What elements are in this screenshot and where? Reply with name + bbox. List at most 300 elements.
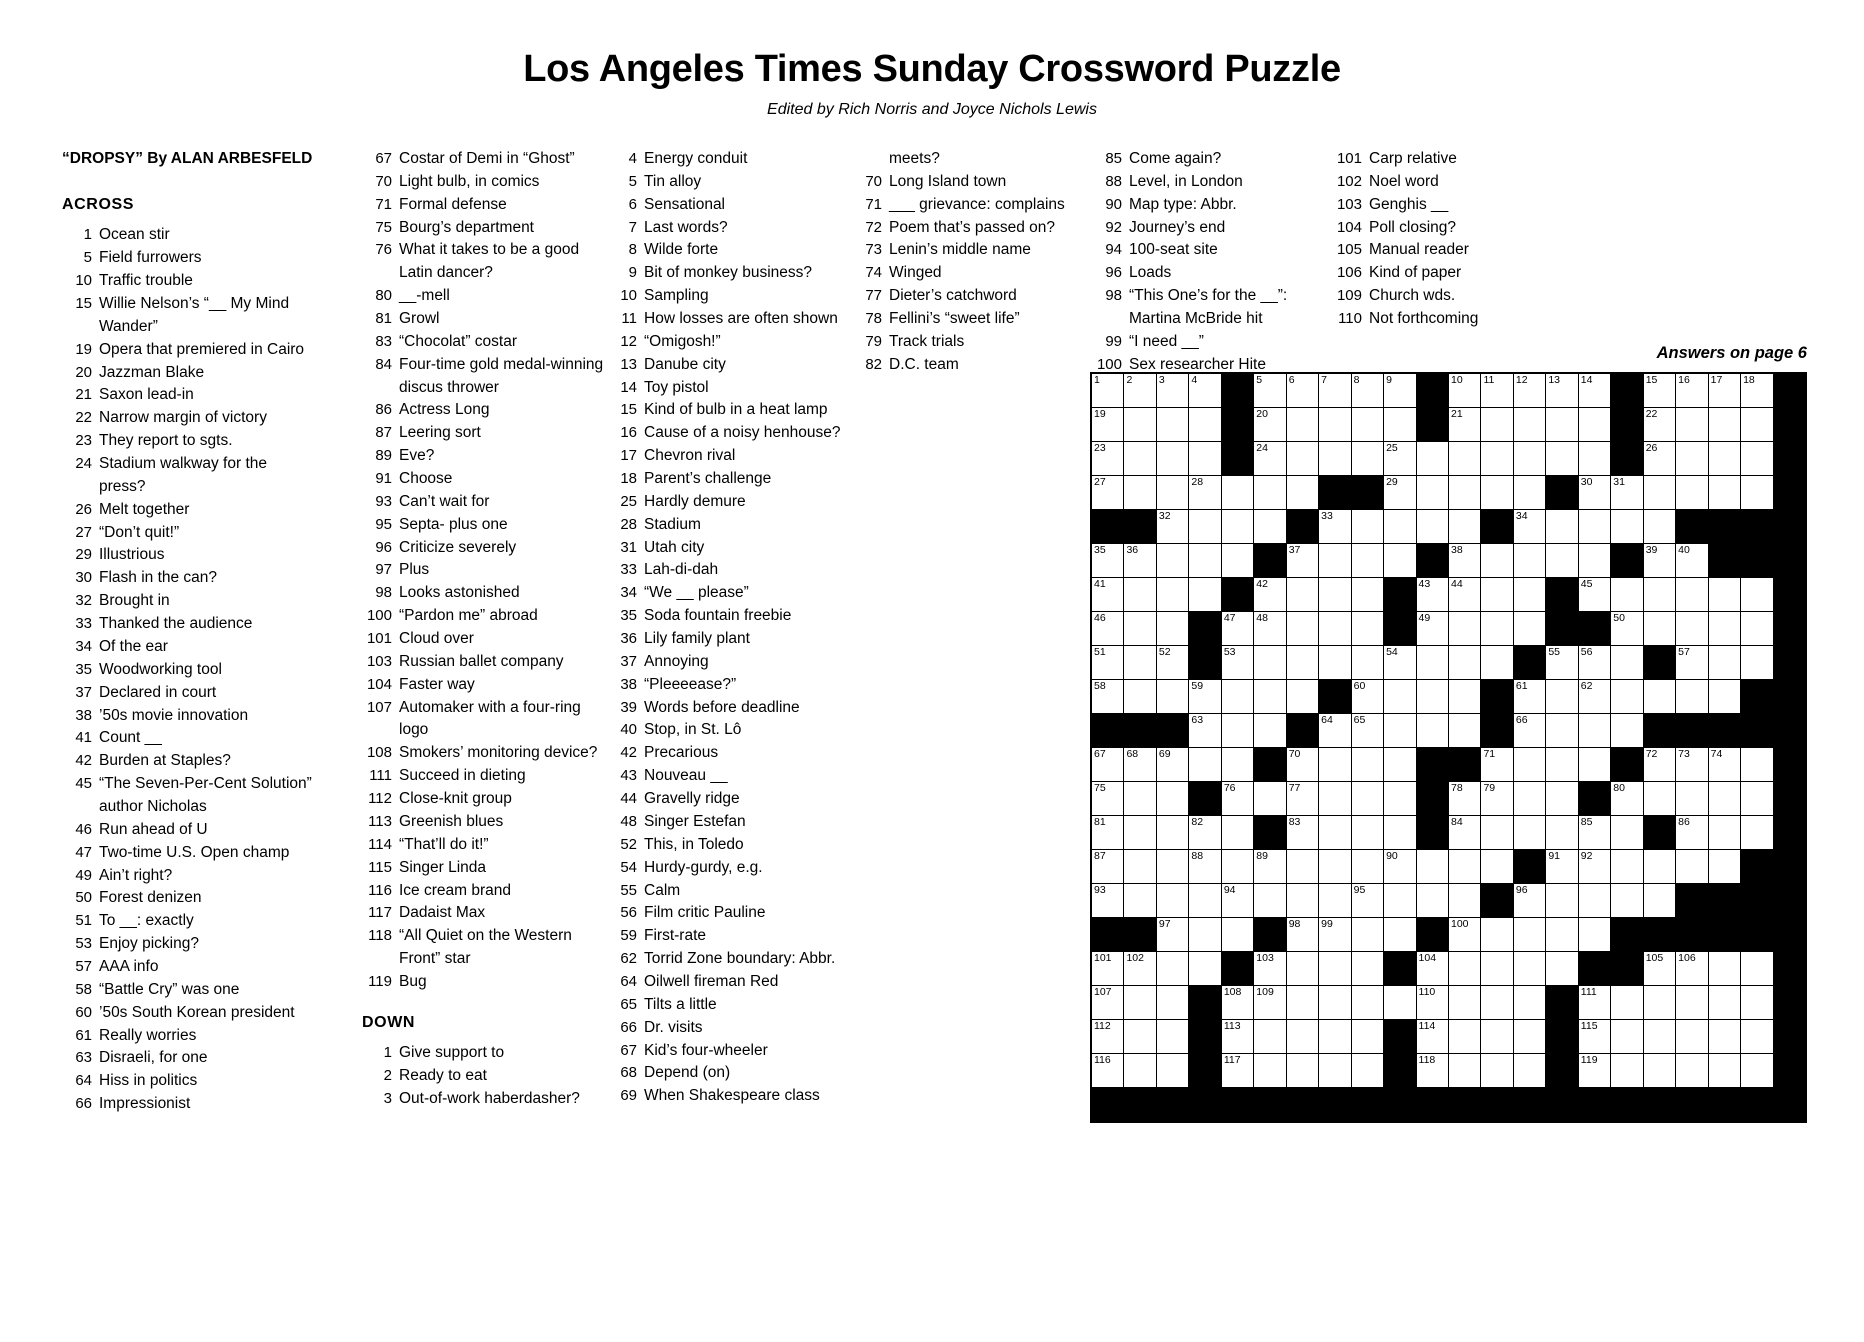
grid-cell[interactable] [1124, 578, 1156, 612]
clue-item[interactable] [362, 491, 612, 514]
grid-cell[interactable] [1741, 952, 1773, 986]
grid-cell[interactable] [1578, 816, 1610, 850]
clue-item[interactable] [362, 628, 612, 651]
grid-cell[interactable] [1416, 646, 1448, 680]
grid-cell[interactable] [1351, 510, 1383, 544]
grid-cell[interactable] [1416, 1054, 1448, 1088]
grid-cell[interactable] [1481, 918, 1513, 952]
grid-cell[interactable] [1124, 646, 1156, 680]
grid-cell[interactable] [1156, 544, 1188, 578]
grid-cell[interactable] [1319, 918, 1351, 952]
clue-item[interactable] [362, 171, 612, 194]
grid-cell[interactable] [1448, 816, 1480, 850]
grid-cell[interactable] [1384, 850, 1416, 884]
clue-item[interactable] [362, 880, 612, 903]
grid-cell[interactable] [1124, 952, 1156, 986]
clue-item[interactable] [362, 422, 612, 445]
grid-cell[interactable] [1384, 510, 1416, 544]
clue-item[interactable] [607, 148, 852, 171]
clue-item[interactable] [62, 705, 362, 728]
grid-cell[interactable] [1286, 578, 1318, 612]
grid-cell[interactable] [1643, 782, 1675, 816]
grid-cell[interactable] [1416, 884, 1448, 918]
grid-cell[interactable] [1351, 986, 1383, 1020]
grid-cell[interactable] [1124, 884, 1156, 918]
grid-cell[interactable] [1676, 408, 1708, 442]
clue-item[interactable] [62, 727, 362, 750]
grid-cell[interactable] [1578, 850, 1610, 884]
grid-cell[interactable] [1578, 918, 1610, 952]
grid-cell[interactable] [1448, 850, 1480, 884]
grid-cell[interactable] [1416, 612, 1448, 646]
grid-cell[interactable] [1611, 612, 1643, 646]
grid-cell[interactable] [1676, 442, 1708, 476]
grid-cell[interactable] [1124, 850, 1156, 884]
grid-cell[interactable] [1254, 646, 1286, 680]
clue-item[interactable] [362, 514, 612, 537]
grid-cell[interactable] [1189, 442, 1221, 476]
clue-item[interactable] [362, 1088, 612, 1111]
grid-cell[interactable] [1319, 816, 1351, 850]
grid-cell[interactable] [1156, 748, 1188, 782]
clue-item[interactable] [362, 902, 612, 925]
grid-cell[interactable] [1221, 918, 1253, 952]
grid-cell[interactable] [1708, 816, 1740, 850]
clue-item[interactable] [62, 773, 362, 796]
grid-cell[interactable] [1741, 373, 1773, 408]
clue-item[interactable] [62, 979, 362, 1002]
grid-cell[interactable] [1156, 578, 1188, 612]
clue-item[interactable] [362, 285, 612, 308]
grid-cell[interactable] [1546, 442, 1578, 476]
grid-cell[interactable] [1254, 884, 1286, 918]
grid-cell[interactable] [1124, 476, 1156, 510]
grid-cell[interactable] [1546, 544, 1578, 578]
grid-cell[interactable] [1708, 476, 1740, 510]
clue-item[interactable] [607, 971, 852, 994]
clue-item[interactable] [607, 628, 852, 651]
grid-cell[interactable] [1124, 748, 1156, 782]
clue-item[interactable] [362, 537, 612, 560]
grid-cell[interactable] [1481, 986, 1513, 1020]
clue-item[interactable] [1332, 194, 1562, 217]
grid-cell[interactable] [1611, 884, 1643, 918]
grid-cell[interactable] [1221, 1020, 1253, 1054]
clue-item[interactable] [852, 239, 1092, 262]
grid-cell[interactable] [1611, 1020, 1643, 1054]
clue-item[interactable] [607, 422, 852, 445]
clue-item[interactable] [362, 925, 612, 948]
grid-cell[interactable] [1611, 680, 1643, 714]
grid-cell[interactable] [1286, 816, 1318, 850]
grid-cell[interactable] [1578, 373, 1610, 408]
clue-item[interactable] [607, 925, 852, 948]
clue-item[interactable] [607, 262, 852, 285]
grid-cell[interactable] [1254, 1020, 1286, 1054]
grid-cell[interactable] [1676, 782, 1708, 816]
grid-cell[interactable] [1351, 782, 1383, 816]
clue-item[interactable] [62, 819, 362, 842]
grid-cell[interactable] [1676, 1020, 1708, 1054]
grid-cell[interactable] [1481, 816, 1513, 850]
grid-cell[interactable] [1384, 544, 1416, 578]
grid-cell[interactable] [1741, 578, 1773, 612]
grid-cell[interactable] [1189, 850, 1221, 884]
grid-cell[interactable] [1384, 373, 1416, 408]
clue-item[interactable] [362, 445, 612, 468]
clue-item[interactable] [607, 468, 852, 491]
grid-cell[interactable] [1189, 816, 1221, 850]
clue-item[interactable] [362, 788, 612, 811]
clue-item[interactable] [62, 659, 362, 682]
grid-cell[interactable] [1481, 612, 1513, 646]
grid-cell[interactable] [1319, 510, 1351, 544]
grid-cell[interactable] [1676, 952, 1708, 986]
clue-item[interactable] [62, 842, 362, 865]
clue-item[interactable] [607, 719, 852, 742]
grid-cell[interactable] [1481, 544, 1513, 578]
grid-cell[interactable] [1156, 884, 1188, 918]
grid-cell[interactable] [1741, 748, 1773, 782]
grid-cell[interactable] [1546, 646, 1578, 680]
grid-cell[interactable] [1156, 816, 1188, 850]
grid-cell[interactable] [1319, 952, 1351, 986]
clue-item[interactable] [62, 224, 362, 247]
grid-cell[interactable] [1351, 884, 1383, 918]
grid-cell[interactable] [1124, 408, 1156, 442]
grid-cell[interactable] [1319, 544, 1351, 578]
grid-cell[interactable] [1546, 748, 1578, 782]
grid-cell[interactable] [1578, 748, 1610, 782]
grid-cell[interactable] [1286, 408, 1318, 442]
grid-cell[interactable] [1351, 1054, 1383, 1088]
grid-cell[interactable] [1221, 1054, 1253, 1088]
grid-cell[interactable] [1578, 1054, 1610, 1088]
grid-cell[interactable] [1091, 578, 1124, 612]
grid-cell[interactable] [1481, 646, 1513, 680]
grid-cell[interactable] [1189, 918, 1221, 952]
grid-cell[interactable] [1319, 1020, 1351, 1054]
grid-cell[interactable] [1286, 884, 1318, 918]
grid-cell[interactable] [1546, 373, 1578, 408]
grid-cell[interactable] [1091, 1020, 1124, 1054]
grid-cell[interactable] [1091, 884, 1124, 918]
clue-item[interactable] [607, 742, 852, 765]
grid-cell[interactable] [1416, 714, 1448, 748]
grid-cell[interactable] [1546, 408, 1578, 442]
grid-cell[interactable] [1676, 612, 1708, 646]
grid-cell[interactable] [1708, 782, 1740, 816]
grid-cell[interactable] [1254, 476, 1286, 510]
clue-item[interactable] [1092, 239, 1332, 262]
clue-item[interactable] [607, 651, 852, 674]
grid-cell[interactable] [1319, 850, 1351, 884]
grid-cell[interactable] [1221, 714, 1253, 748]
grid-cell[interactable] [1578, 714, 1610, 748]
grid-cell[interactable] [1156, 510, 1188, 544]
grid-cell[interactable] [1384, 986, 1416, 1020]
grid-cell[interactable] [1676, 850, 1708, 884]
clue-item[interactable] [362, 697, 612, 720]
clue-item[interactable] [62, 384, 362, 407]
crossword-grid[interactable] [1090, 372, 1807, 1123]
grid-cell[interactable] [1319, 884, 1351, 918]
clue-item[interactable] [62, 956, 362, 979]
grid-cell[interactable] [1221, 816, 1253, 850]
grid-cell[interactable] [1124, 680, 1156, 714]
grid-cell[interactable] [1481, 442, 1513, 476]
grid-cell[interactable] [1741, 782, 1773, 816]
clue-item[interactable] [62, 453, 362, 476]
grid-cell[interactable] [1643, 952, 1675, 986]
grid-cell[interactable] [1156, 408, 1188, 442]
grid-cell[interactable] [1546, 510, 1578, 544]
clue-item[interactable] [62, 270, 362, 293]
clue-item[interactable] [362, 559, 612, 582]
grid-cell[interactable] [1156, 476, 1188, 510]
grid-cell[interactable] [1611, 578, 1643, 612]
grid-cell[interactable] [1384, 748, 1416, 782]
grid-cell[interactable] [1546, 952, 1578, 986]
grid-cell[interactable] [1611, 476, 1643, 510]
grid-cell[interactable] [1286, 952, 1318, 986]
grid-cell[interactable] [1513, 476, 1545, 510]
clue-item[interactable] [62, 1025, 362, 1048]
clue-item[interactable] [607, 308, 852, 331]
grid-cell[interactable] [1124, 816, 1156, 850]
grid-cell[interactable] [1384, 918, 1416, 952]
clue-item[interactable] [62, 636, 362, 659]
grid-cell[interactable] [1189, 408, 1221, 442]
clue-item[interactable] [607, 834, 852, 857]
grid-cell[interactable] [1286, 986, 1318, 1020]
grid-cell[interactable] [1351, 850, 1383, 884]
clue-item[interactable] [1092, 217, 1332, 240]
grid-cell[interactable] [1319, 646, 1351, 680]
clue-item[interactable] [62, 1093, 362, 1116]
grid-cell[interactable] [1676, 748, 1708, 782]
grid-cell[interactable] [1319, 714, 1351, 748]
grid-cell[interactable] [1384, 442, 1416, 476]
grid-cell[interactable] [1254, 442, 1286, 476]
clue-item[interactable] [852, 262, 1092, 285]
grid-cell[interactable] [1286, 680, 1318, 714]
clue-item[interactable] [362, 1065, 612, 1088]
grid-cell[interactable] [1416, 510, 1448, 544]
clue-item[interactable] [607, 1017, 852, 1040]
grid-cell[interactable] [1708, 408, 1740, 442]
clue-item[interactable] [62, 544, 362, 567]
grid-cell[interactable] [1156, 1054, 1188, 1088]
clue-item[interactable] [362, 857, 612, 880]
clue-item[interactable] [362, 239, 612, 262]
clue-item[interactable] [62, 567, 362, 590]
clue-item[interactable] [62, 339, 362, 362]
grid-cell[interactable] [1156, 680, 1188, 714]
grid-cell[interactable] [1351, 714, 1383, 748]
grid-cell[interactable] [1546, 782, 1578, 816]
clue-item[interactable] [1332, 148, 1562, 171]
clue-item[interactable] [1332, 171, 1562, 194]
clue-item[interactable] [362, 399, 612, 422]
grid-cell[interactable] [1286, 918, 1318, 952]
grid-cell[interactable] [1091, 986, 1124, 1020]
clue-item[interactable] [62, 750, 362, 773]
grid-cell[interactable] [1351, 373, 1383, 408]
grid-cell[interactable] [1351, 918, 1383, 952]
grid-cell[interactable] [1676, 1054, 1708, 1088]
clue-item[interactable] [607, 902, 852, 925]
grid-cell[interactable] [1741, 986, 1773, 1020]
clue-item[interactable] [607, 399, 852, 422]
clue-item[interactable] [362, 1042, 612, 1065]
grid-cell[interactable] [1481, 373, 1513, 408]
clue-item[interactable] [1332, 217, 1562, 240]
clue-item[interactable] [607, 171, 852, 194]
grid-cell[interactable] [1546, 680, 1578, 714]
grid-cell[interactable] [1481, 1054, 1513, 1088]
clue-item[interactable] [62, 293, 362, 316]
grid-cell[interactable] [1156, 986, 1188, 1020]
grid-cell[interactable] [1741, 1054, 1773, 1088]
clue-item[interactable] [62, 522, 362, 545]
grid-cell[interactable] [1578, 408, 1610, 442]
grid-cell[interactable] [1416, 578, 1448, 612]
grid-cell[interactable] [1351, 680, 1383, 714]
grid-cell[interactable] [1384, 714, 1416, 748]
grid-cell[interactable] [1254, 408, 1286, 442]
clue-item[interactable] [62, 430, 362, 453]
clue-item[interactable] [362, 742, 612, 765]
grid-cell[interactable] [1286, 782, 1318, 816]
grid-cell[interactable] [1546, 714, 1578, 748]
grid-cell[interactable] [1351, 578, 1383, 612]
grid-cell[interactable] [1741, 442, 1773, 476]
grid-cell[interactable] [1351, 408, 1383, 442]
grid-cell[interactable] [1221, 612, 1253, 646]
grid-cell[interactable] [1124, 782, 1156, 816]
grid-cell[interactable] [1513, 442, 1545, 476]
clue-item[interactable] [62, 590, 362, 613]
clue-item[interactable] [607, 239, 852, 262]
grid-cell[interactable] [1643, 612, 1675, 646]
grid-cell[interactable] [1448, 1020, 1480, 1054]
grid-cell[interactable] [1513, 782, 1545, 816]
grid-cell[interactable] [1481, 1020, 1513, 1054]
clue-item[interactable] [607, 194, 852, 217]
grid-cell[interactable] [1189, 714, 1221, 748]
grid-cell[interactable] [1189, 884, 1221, 918]
grid-cell[interactable] [1578, 986, 1610, 1020]
grid-cell[interactable] [1741, 476, 1773, 510]
clue-item[interactable] [607, 285, 852, 308]
grid-cell[interactable] [1319, 612, 1351, 646]
grid-cell[interactable] [1546, 918, 1578, 952]
grid-cell[interactable] [1611, 646, 1643, 680]
grid-cell[interactable] [1384, 476, 1416, 510]
grid-cell[interactable] [1643, 680, 1675, 714]
grid-cell[interactable] [1546, 850, 1578, 884]
grid-cell[interactable] [1091, 850, 1124, 884]
grid-cell[interactable] [1448, 884, 1480, 918]
grid-cell[interactable] [1448, 986, 1480, 1020]
grid-cell[interactable] [1676, 476, 1708, 510]
grid-cell[interactable] [1708, 1020, 1740, 1054]
grid-cell[interactable] [1351, 1020, 1383, 1054]
grid-cell[interactable] [1578, 680, 1610, 714]
grid-cell[interactable] [1416, 1020, 1448, 1054]
grid-cell[interactable] [1741, 646, 1773, 680]
clue-item[interactable] [62, 1047, 362, 1070]
grid-cell[interactable] [1254, 1054, 1286, 1088]
grid-cell[interactable] [1481, 408, 1513, 442]
grid-cell[interactable] [1286, 544, 1318, 578]
grid-cell[interactable] [1741, 612, 1773, 646]
grid-cell[interactable] [1091, 816, 1124, 850]
grid-cell[interactable] [1448, 646, 1480, 680]
grid-cell[interactable] [1513, 373, 1545, 408]
grid-cell[interactable] [1448, 1054, 1480, 1088]
grid-cell[interactable] [1643, 748, 1675, 782]
grid-cell[interactable] [1448, 408, 1480, 442]
grid-cell[interactable] [1351, 646, 1383, 680]
grid-cell[interactable] [1416, 476, 1448, 510]
grid-cell[interactable] [1416, 850, 1448, 884]
grid-cell[interactable] [1578, 646, 1610, 680]
grid-cell[interactable] [1481, 748, 1513, 782]
clue-item[interactable] [852, 331, 1092, 354]
clue-item[interactable] [62, 910, 362, 933]
clue-item[interactable] [852, 171, 1092, 194]
grid-cell[interactable] [1124, 373, 1156, 408]
clue-item[interactable] [1092, 171, 1332, 194]
grid-cell[interactable] [1643, 373, 1675, 408]
grid-cell[interactable] [1448, 680, 1480, 714]
grid-cell[interactable] [1611, 714, 1643, 748]
clue-item[interactable] [607, 1040, 852, 1063]
grid-cell[interactable] [1254, 578, 1286, 612]
grid-cell[interactable] [1319, 782, 1351, 816]
grid-cell[interactable] [1091, 646, 1124, 680]
grid-cell[interactable] [1513, 544, 1545, 578]
clue-item[interactable] [362, 674, 612, 697]
clue-item[interactable] [607, 445, 852, 468]
grid-cell[interactable] [1091, 544, 1124, 578]
grid-cell[interactable] [1156, 646, 1188, 680]
grid-cell[interactable] [1124, 986, 1156, 1020]
grid-cell[interactable] [1156, 612, 1188, 646]
grid-cell[interactable] [1351, 952, 1383, 986]
grid-cell[interactable] [1221, 646, 1253, 680]
clue-item[interactable] [607, 514, 852, 537]
clue-item[interactable] [607, 811, 852, 834]
clue-item[interactable] [362, 605, 612, 628]
grid-cell[interactable] [1708, 1054, 1740, 1088]
clue-item[interactable] [62, 407, 362, 430]
clue-item[interactable] [362, 765, 612, 788]
clue-item[interactable] [607, 857, 852, 880]
grid-cell[interactable] [1611, 1054, 1643, 1088]
grid-cell[interactable] [1513, 578, 1545, 612]
grid-cell[interactable] [1254, 782, 1286, 816]
grid-cell[interactable] [1124, 1054, 1156, 1088]
grid-cell[interactable] [1708, 986, 1740, 1020]
grid-cell[interactable] [1448, 373, 1480, 408]
grid-cell[interactable] [1254, 952, 1286, 986]
grid-cell[interactable] [1513, 510, 1545, 544]
clue-item[interactable] [362, 651, 612, 674]
grid-cell[interactable] [1156, 442, 1188, 476]
